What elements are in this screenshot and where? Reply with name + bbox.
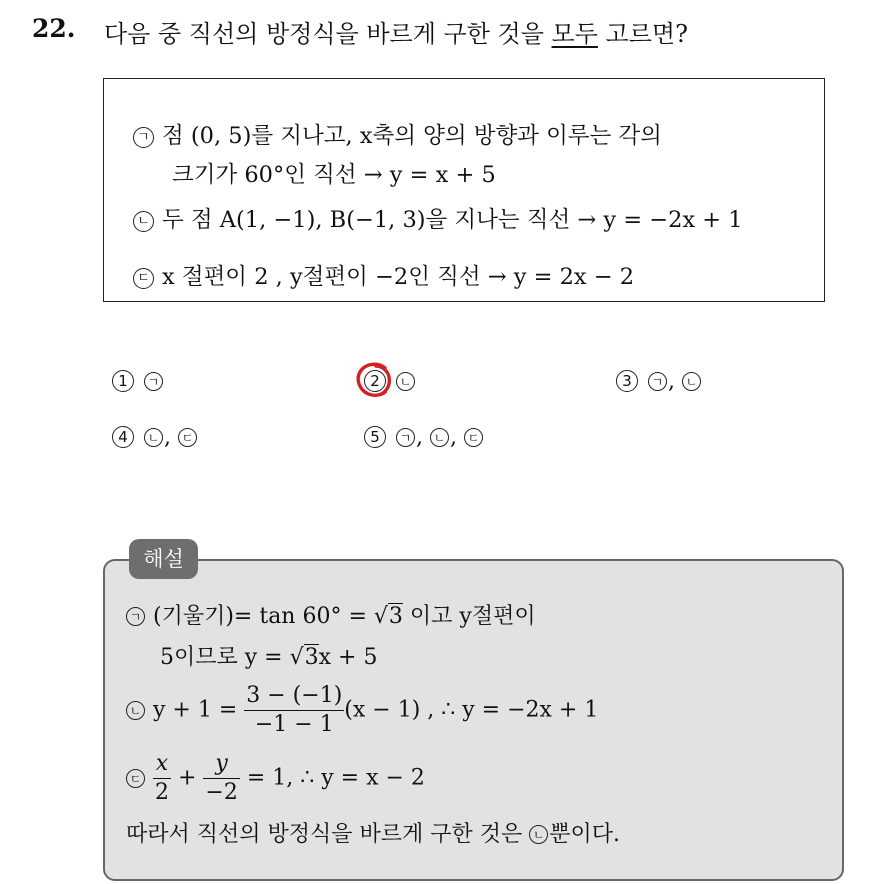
statement-marker: ㄴ xyxy=(133,211,154,232)
solution-text: (기울기)= tan 60° = xyxy=(153,604,374,629)
question-text xyxy=(104,14,688,49)
solution-marker: ㄷ xyxy=(126,769,145,788)
choice-4[interactable] xyxy=(112,425,198,450)
choice-number: 1 xyxy=(112,370,134,392)
solution-text: x + 5 xyxy=(318,645,378,670)
solution-text: y + 1 = xyxy=(153,697,245,723)
choice-separator: , xyxy=(164,425,171,450)
choice-1[interactable] xyxy=(112,369,164,394)
answer-circle-mark xyxy=(355,359,395,399)
fraction xyxy=(153,750,171,807)
solution-text: 5이므로 y = xyxy=(160,645,290,670)
fraction-denominator: −1 − 1 xyxy=(254,712,334,737)
sqrt-radicand: 3 xyxy=(388,604,403,629)
fraction-numerator: 3 − (−1) xyxy=(244,682,344,711)
choice-number: 5 xyxy=(364,426,386,448)
statement-marker: ㄷ xyxy=(133,268,154,289)
solution-text: 뿐이다. xyxy=(549,822,620,847)
fraction-denominator: 2 xyxy=(155,780,169,805)
choice-3[interactable] xyxy=(616,369,702,394)
choice-marker: ㄷ xyxy=(178,428,197,447)
solution-line-4 xyxy=(126,750,425,807)
solution-marker: ㄱ xyxy=(126,607,145,626)
solution-marker: ㄴ xyxy=(529,825,548,844)
statement-1 xyxy=(133,118,662,150)
choice-separator: , xyxy=(668,369,675,394)
choice-marker: ㄴ xyxy=(682,372,701,391)
choice-number: 4 xyxy=(112,426,134,448)
choice-separator: , xyxy=(450,425,457,450)
sqrt-symbol: √ xyxy=(289,645,304,670)
statement-3 xyxy=(133,259,634,291)
statement-marker: ㄱ xyxy=(133,127,154,148)
question-text-part: 고르면? xyxy=(597,20,688,48)
statement-1-line-2: 크기가 60°인 직선 → y = x + 5 xyxy=(172,162,496,188)
solution-line-2 xyxy=(160,640,377,671)
solution-text: = 1, ∴ y = x − 2 xyxy=(239,765,425,791)
choice-marker: ㄴ xyxy=(396,372,415,391)
statement-1-line-1: 점 (0, 5)를 지나고, x축의 양의 방향과 이루는 각의 xyxy=(162,123,662,149)
statement-2-line: 두 점 A(1, −1), B(−1, 3)을 지나는 직선 → y = −2x + 1 xyxy=(162,207,743,233)
fraction-denominator: −2 xyxy=(205,780,238,805)
solution-text: 이고 y절편이 xyxy=(402,604,536,629)
sqrt-radicand: 3 xyxy=(304,645,319,670)
choice-marker: ㄱ xyxy=(144,372,163,391)
question-text-part: 다음 중 직선의 방정식을 바르게 구한 것을 xyxy=(104,20,552,48)
fraction-numerator: x xyxy=(153,750,171,779)
fraction xyxy=(244,682,344,739)
choice-marker: ㄱ xyxy=(396,428,415,447)
solution-marker: ㄴ xyxy=(126,701,145,720)
statement-3-line: x 절편이 2 , y절편이 −2인 직선 → y = 2x − 2 xyxy=(162,264,635,290)
choice-5[interactable] xyxy=(364,425,484,450)
sqrt-symbol: √ xyxy=(373,604,388,629)
choice-marker: ㄴ xyxy=(144,428,163,447)
solution-line-1 xyxy=(126,599,536,630)
solution-line-3 xyxy=(126,682,598,739)
choice-marker: ㄷ xyxy=(464,428,483,447)
choice-number: 3 xyxy=(616,370,638,392)
solution-text: + xyxy=(171,765,204,791)
solution-text: (x − 1) , ∴ y = −2x + 1 xyxy=(344,697,599,723)
solution-text: 따라서 직선의 방정식을 바르게 구한 것은 xyxy=(126,822,530,847)
question-number: 22. xyxy=(32,14,76,43)
choice-separator: , xyxy=(416,425,423,450)
question-text-underlined: 모두 xyxy=(551,20,598,48)
solution-tab: 해설 xyxy=(129,539,198,579)
fraction xyxy=(203,750,239,807)
choice-marker: ㄴ xyxy=(430,428,449,447)
fraction-numerator: y xyxy=(203,750,239,779)
statement-2 xyxy=(133,202,743,234)
choice-number: 2 xyxy=(364,370,386,392)
solution-line-5 xyxy=(126,817,620,848)
choice-marker: ㄱ xyxy=(648,372,667,391)
